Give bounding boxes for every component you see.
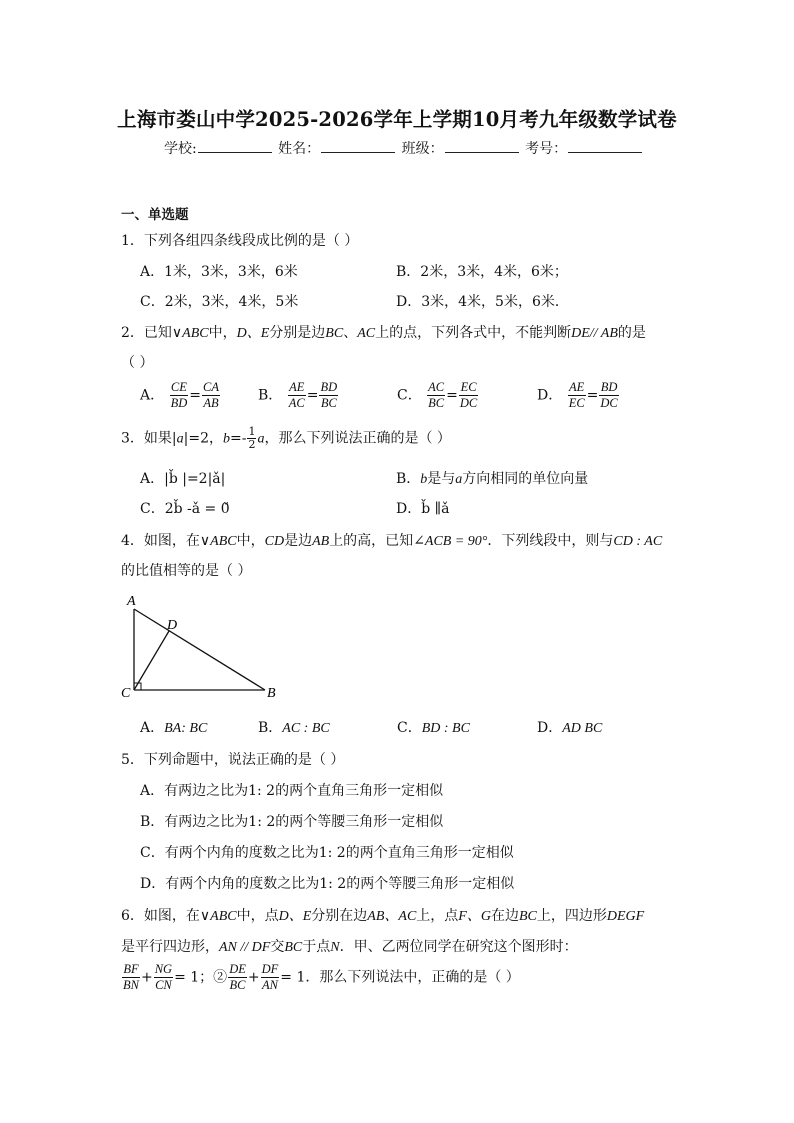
q2-text: 2．已知 [121, 325, 172, 341]
q5-option-c: C．有两个内角的度数之比为1: 2的两个直角三角形一定相似 [140, 845, 514, 861]
q4-text: 上的高，已知 [329, 533, 414, 549]
q2-parallel: DE// AB [571, 326, 618, 341]
option-label: D． [537, 720, 563, 736]
option-value: BD : BC [421, 721, 470, 736]
fraction [319, 380, 338, 411]
q4-text: 是边 [284, 533, 313, 549]
q3-stem [121, 426, 451, 451]
denominator: AB [203, 396, 219, 410]
fraction [427, 380, 445, 411]
fraction [170, 380, 189, 411]
q4-angle: ∠ACB = 90° [413, 534, 488, 549]
vector-a: a [176, 431, 184, 447]
number-label: 考号： [525, 141, 568, 157]
denominator: BC [428, 396, 445, 410]
vertex-label-b: B [267, 686, 276, 701]
denominator: BC [229, 978, 246, 992]
numerator: DF [261, 962, 279, 976]
option-value: AD BC [562, 721, 603, 736]
option-value: BA: BC [164, 721, 208, 736]
q3-text: =- [229, 430, 247, 447]
option-label: A． [140, 720, 165, 736]
vector-b: b [420, 472, 428, 487]
q6-quadrilateral: DEGF [606, 909, 645, 924]
q5-option-b: B．有两边之比为1: 2的两个等腰三角形一定相似 [140, 814, 444, 830]
q6-points: D、E [278, 909, 312, 924]
q2-side: AC [357, 326, 376, 341]
denominator: 2 [248, 438, 256, 451]
q6-text: = 1；② [174, 969, 228, 986]
segment-cd [134, 631, 169, 690]
q4-option-b [258, 717, 330, 737]
name-label: 姓名： [278, 141, 321, 157]
numerator: AE [569, 380, 585, 394]
q3-text: ，那么下列说法正确的是（ ） [264, 430, 451, 447]
triangle-figure [121, 593, 291, 703]
vector-a: a [257, 431, 265, 447]
fraction-half [247, 426, 256, 451]
numerator: BF [123, 962, 139, 976]
fraction [122, 962, 140, 993]
q2-side: BC [325, 326, 344, 341]
equals: = [446, 387, 458, 404]
q6-parallel: AN // DF [219, 940, 271, 955]
q2-triangle: ∨ABC [171, 326, 209, 341]
q6-triangle: ∨ABC [199, 909, 237, 924]
equals: = [189, 387, 201, 404]
fraction [202, 380, 220, 411]
numerator: EC [460, 380, 477, 394]
q6-side: BC [284, 940, 303, 955]
q6-sides: AB、AC [367, 909, 417, 924]
fraction [459, 380, 478, 411]
denominator: EC [568, 396, 585, 410]
denominator: AN [261, 978, 278, 992]
q3-text: 是与 [427, 471, 456, 487]
option-label: A． [140, 387, 165, 404]
q3-option-a: A．|b̌ |=2|ǎ| [140, 471, 226, 487]
numerator: NG [154, 962, 173, 976]
q3-option-b [396, 468, 588, 488]
equals: = [586, 387, 599, 404]
q6-text: 6．如图，在 [121, 908, 200, 924]
q6-text: 上，四边形 [536, 908, 607, 924]
q6-side: BC [518, 909, 537, 924]
q6-text: 交 [270, 939, 285, 955]
numerator: AC [428, 380, 445, 394]
option-label: B． [258, 720, 283, 736]
q2-option-c [397, 380, 479, 411]
q2-option-b [258, 380, 339, 411]
q4-segment: CD [264, 534, 285, 549]
q4-triangle: ∨ABC [199, 534, 237, 549]
denominator: BD [170, 396, 188, 410]
numerator: BD [320, 380, 338, 394]
option-label: C． [397, 720, 422, 736]
numerator: 1 [248, 425, 256, 438]
q2-stem-line1 [121, 322, 646, 342]
q2-text: 、 [343, 325, 358, 341]
denominator: AC [288, 396, 305, 410]
plus: + [140, 969, 153, 986]
student-info-row [164, 138, 644, 158]
q6-text: 分别在边 [311, 908, 368, 924]
denominator: DC [459, 396, 478, 410]
q3-text: 3．如果| [121, 430, 177, 447]
q4-ratio: CD : AC [613, 534, 663, 549]
q4-text: 4．如图，在 [121, 533, 200, 549]
denominator: BN [123, 978, 139, 992]
class-label: 班级： [401, 141, 444, 157]
numerator: CA [202, 380, 219, 394]
q4-text: 中， [236, 533, 265, 549]
q5-option-d: D．有两个内角的度数之比为1: 2的两个等腰三角形一定相似 [140, 876, 515, 892]
q1-option-b: B．2米，3米，4米，6米； [396, 264, 568, 280]
q2-text: 上的点，下列各式中，不能判断 [375, 325, 572, 341]
class-blank [445, 138, 519, 153]
fraction [228, 962, 247, 993]
q4-option-c [397, 717, 470, 737]
q4-stem-line2: 的比值相等的是（ ） [121, 563, 252, 579]
q6-text: 上，点 [416, 908, 459, 924]
fraction [568, 380, 586, 411]
numerator: CE [170, 380, 187, 394]
option-value: AC : BC [282, 721, 330, 736]
section-heading: 一、单选题 [121, 207, 189, 223]
q3-text: |=2， [183, 430, 223, 447]
numerator: BD [600, 380, 618, 394]
vertex-label-a: A [127, 594, 136, 609]
q2-points: D、E [236, 326, 270, 341]
option-label: B． [396, 471, 421, 487]
denominator: BC [320, 396, 337, 410]
equals: = [306, 387, 319, 404]
q6-text: = 1．那么下列说法中，正确的是（ ） [280, 969, 520, 986]
q1-option-c: C．2米，3米，4米，5米 [140, 294, 299, 310]
number-blank [568, 138, 642, 153]
q2-text: 中， [208, 325, 237, 341]
numerator: AE [289, 380, 305, 394]
option-label: D． [537, 387, 563, 404]
q4-text: ．下列线段中，则与 [487, 533, 614, 549]
q6-text: 中，点 [236, 908, 279, 924]
q6-stem-line2 [121, 936, 578, 956]
fraction [599, 380, 618, 411]
segment-ab [134, 609, 265, 690]
q6-text: 是平行四边形， [121, 939, 219, 955]
school-blank [198, 138, 272, 153]
plus: + [247, 969, 260, 986]
vector-b: b [222, 431, 230, 447]
q2-text: 分别是边 [269, 325, 326, 341]
q2-text: 的是 [617, 325, 646, 341]
exam-title: 上海市娄山中学2025-2026学年上学期10月考九年级数学试卷 [117, 108, 677, 131]
q6-text: 于点 [302, 939, 331, 955]
q1-option-a: A．1米，3米，3米，6米 [140, 264, 298, 280]
fraction [288, 380, 306, 411]
numerator: DE [229, 962, 246, 976]
q3-option-d: D．b̌ ∥ǎ [396, 501, 450, 517]
option-label: B． [258, 387, 283, 404]
q5-option-a: A．有两边之比为1: 2的两个直角三角形一定相似 [140, 783, 444, 799]
q6-point: N [330, 940, 340, 955]
q4-option-a [140, 717, 207, 737]
q6-stem-line1 [121, 905, 644, 925]
q6-text: 在边 [490, 908, 519, 924]
school-label: 学校: [164, 141, 197, 157]
q3-option-c: C．2b̌ -ǎ = 0̌ [140, 501, 230, 517]
q4-segment: AB [312, 534, 330, 549]
q3-text: 方向相同的单位向量 [462, 471, 589, 487]
q6-stem-line3 [121, 962, 520, 993]
fraction [154, 962, 173, 993]
vector-a: a [455, 472, 463, 487]
option-label: C． [397, 387, 422, 404]
q4-option-d [537, 717, 602, 737]
q2-option-d [537, 380, 620, 411]
q6-points: F、G [458, 909, 491, 924]
q6-text: ．甲、乙两位同学在研究这个图形时： [339, 939, 578, 955]
vertex-label-d: D [167, 618, 178, 633]
q4-stem-line1 [121, 530, 662, 550]
denominator: CN [155, 978, 172, 992]
vertex-label-c: C [121, 686, 131, 701]
denominator: DC [600, 396, 618, 410]
q1-option-d: D．3米，4米，5米，6米． [396, 294, 569, 310]
q2-stem-line2: （ ） [121, 355, 154, 371]
q5-stem: 5．下列命题中，说法正确的是（ ） [121, 752, 345, 768]
q2-option-a [140, 380, 221, 411]
fraction [261, 962, 280, 993]
q1-stem: 1．下列各组四条线段成比例的是（ ） [121, 233, 359, 249]
name-blank [321, 138, 395, 153]
